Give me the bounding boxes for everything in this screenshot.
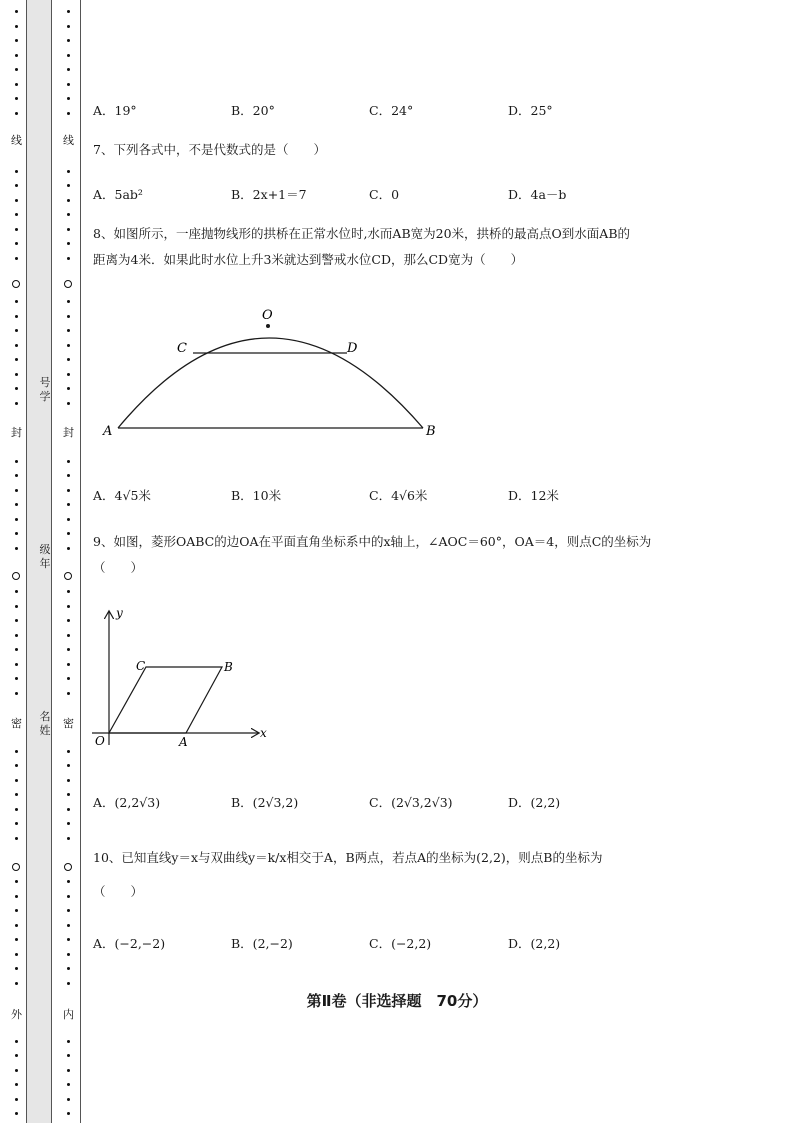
q10-stem-line2: （ ）: [93, 884, 144, 899]
label-o: O: [95, 734, 105, 748]
margin-dot: [67, 1112, 70, 1115]
margin-dot: [15, 54, 18, 57]
q8-option-c[interactable]: C．4√6米: [369, 488, 428, 503]
margin-dot: [67, 25, 70, 28]
margin-dot: [67, 199, 70, 202]
margin-dot: [15, 489, 18, 492]
outer-mark-xian: 线: [11, 134, 22, 147]
margin-dot: [67, 358, 70, 361]
margin-dot: [67, 547, 70, 550]
q8-arch-figure: [95, 300, 445, 445]
margin-dot: [67, 793, 70, 796]
margin-dot: [67, 590, 70, 593]
margin-dot: [67, 10, 70, 13]
q6-option-d[interactable]: D．25°: [508, 103, 553, 118]
margin-dot: [67, 242, 70, 245]
margin-dot: [67, 692, 70, 695]
margin-dot: [67, 1083, 70, 1086]
margin-dot: [15, 793, 18, 796]
inner-mark-feng: 封: [63, 426, 74, 439]
margin-dot: [15, 358, 18, 361]
margin-dot: [67, 184, 70, 187]
margin-dot: [15, 474, 18, 477]
margin-dot: [15, 953, 18, 956]
margin-dot: [15, 460, 18, 463]
margin-dot: [67, 344, 70, 347]
margin-dot: [15, 808, 18, 811]
margin-dot: [15, 1069, 18, 1072]
margin-dot: [15, 300, 18, 303]
margin-dot: [67, 967, 70, 970]
margin-right-rule: [80, 0, 81, 1123]
outer-circle-mark: [12, 280, 20, 288]
field-label-name: 名姓: [39, 710, 51, 737]
margin-dot: [67, 97, 70, 100]
margin-dot: [15, 213, 18, 216]
margin-dot: [15, 924, 18, 927]
margin-dot: [15, 938, 18, 941]
q9-rhombus-figure: [88, 600, 278, 750]
margin-dot: [15, 605, 18, 608]
margin-dot: [15, 967, 18, 970]
label-y: y: [116, 606, 123, 620]
margin-dot: [15, 170, 18, 173]
margin-dot: [67, 518, 70, 521]
margin-dot: [15, 1040, 18, 1043]
margin-dot: [15, 663, 18, 666]
q7-option-b[interactable]: B．2x+1＝7: [231, 187, 307, 202]
q8-stem-line1: 8、如图所示，一座抛物线形的拱桥在正常水位时,水而AB宽为20米，拱桥的最高点O到水面AB的: [93, 226, 631, 241]
inner-circle-mark: [64, 572, 72, 580]
margin-dot: [67, 779, 70, 782]
margin-dot: [67, 750, 70, 753]
outer-circle-mark: [12, 863, 20, 871]
label-c: C: [136, 659, 146, 673]
margin-dot: [67, 822, 70, 825]
q10-option-a[interactable]: A．(−2,−2): [93, 936, 166, 951]
q10-option-c[interactable]: C．(−2,2): [369, 936, 432, 951]
margin-dot: [15, 619, 18, 622]
margin-dot: [15, 503, 18, 506]
binding-margin: [0, 0, 82, 1123]
label-o: O: [262, 308, 273, 323]
margin-dot: [15, 880, 18, 883]
outer-circle-mark: [12, 572, 20, 580]
margin-dot: [15, 184, 18, 187]
margin-dot: [15, 648, 18, 651]
margin-dot: [15, 344, 18, 347]
margin-dot: [15, 750, 18, 753]
margin-dot: [15, 373, 18, 376]
q9-stem-line1: 9、如图，菱形OABC的边OA在平面直角坐标系中的x轴上，∠AOC＝60°，OA＝4，则点C的坐标为: [93, 534, 652, 549]
margin-dot: [15, 822, 18, 825]
q7-stem: 7、下列各式中，不是代数式的是（ ）: [93, 142, 326, 157]
margin-dot: [67, 170, 70, 173]
margin-dot: [67, 1069, 70, 1072]
label-b: B: [426, 424, 436, 439]
margin-dot: [67, 373, 70, 376]
margin-dot: [15, 547, 18, 550]
margin-dot: [15, 25, 18, 28]
margin-dot: [15, 1098, 18, 1101]
margin-dot: [67, 634, 70, 637]
q9-option-d[interactable]: D．(2,2): [508, 795, 561, 810]
margin-dot: [67, 909, 70, 912]
margin-dot: [67, 213, 70, 216]
margin-dot: [67, 677, 70, 680]
margin-dot: [67, 1098, 70, 1101]
outer-mark-mi: 密: [11, 717, 22, 730]
margin-dot: [15, 1083, 18, 1086]
q8-option-d[interactable]: D．12米: [508, 488, 559, 503]
margin-dot: [67, 83, 70, 86]
margin-dot: [67, 982, 70, 985]
margin-dot: [67, 953, 70, 956]
section-2-title: 第Ⅱ卷（非选择题 70分）: [306, 992, 488, 1010]
margin-dot: [67, 663, 70, 666]
q10-option-b[interactable]: B．(2,−2): [231, 936, 293, 951]
margin-dot: [67, 228, 70, 231]
margin-dot: [15, 692, 18, 695]
inner-mark-mi: 密: [63, 717, 74, 730]
q9-option-b[interactable]: B．(2√3,2): [231, 795, 299, 810]
margin-dot: [67, 460, 70, 463]
inner-mark-xian: 线: [63, 134, 74, 147]
outer-mark-feng: 封: [11, 426, 22, 439]
margin-dot: [67, 474, 70, 477]
margin-dot: [15, 97, 18, 100]
q9-stem-line2: （ ）: [93, 560, 144, 575]
margin-dot: [15, 387, 18, 390]
margin-dot: [67, 764, 70, 767]
q7-option-d[interactable]: D．4a－b: [508, 187, 567, 202]
margin-dot: [67, 938, 70, 941]
q9-option-c[interactable]: C．(2√3,2√3): [369, 795, 453, 810]
inner-circle-mark: [64, 863, 72, 871]
margin-dot: [15, 909, 18, 912]
label-d: D: [347, 341, 358, 356]
margin-dot: [67, 387, 70, 390]
q6-option-a[interactable]: A．19°: [93, 103, 137, 118]
margin-dot: [67, 619, 70, 622]
label-x: x: [260, 726, 267, 740]
margin-dot: [67, 924, 70, 927]
margin-dot: [67, 112, 70, 115]
q8-stem-line2: 距离为4米．如果此时水位上升3米就达到警戒水位CD，那么CD宽为（ ）: [93, 252, 524, 267]
margin-dot: [67, 503, 70, 506]
margin-dot: [67, 808, 70, 811]
margin-dot: [67, 68, 70, 71]
margin-dot: [67, 300, 70, 303]
margin-dot: [67, 880, 70, 883]
margin-dot: [15, 10, 18, 13]
margin-dot: [15, 83, 18, 86]
margin-dot: [67, 895, 70, 898]
margin-dot: [15, 532, 18, 535]
margin-dot: [15, 518, 18, 521]
margin-dot: [15, 895, 18, 898]
inner-circle-mark: [64, 280, 72, 288]
margin-dot: [15, 199, 18, 202]
margin-dot: [67, 489, 70, 492]
q7-option-a[interactable]: A．5ab²: [93, 187, 143, 202]
margin-dot: [67, 39, 70, 42]
margin-dot: [67, 605, 70, 608]
margin-dot: [15, 242, 18, 245]
margin-dot: [67, 402, 70, 405]
q6-option-c[interactable]: C．24°: [369, 103, 414, 118]
margin-dot: [15, 837, 18, 840]
margin-dot: [67, 315, 70, 318]
margin-dot: [15, 315, 18, 318]
margin-dot: [15, 1054, 18, 1057]
field-label-class: 级年: [39, 543, 51, 570]
margin-dot: [15, 779, 18, 782]
inner-mark-nei: 内: [63, 1008, 74, 1021]
margin-dot: [67, 837, 70, 840]
margin-dot: [67, 1054, 70, 1057]
outer-mark-wai: 外: [11, 1008, 22, 1021]
q9-option-a[interactable]: A．(2,2√3): [93, 795, 161, 810]
margin-dot: [67, 1040, 70, 1043]
q10-stem-line1: 10、已知直线y＝x与双曲线y＝k/x相交于A，B两点，若点A的坐标为(2,2)，则点B的坐标为: [93, 850, 603, 865]
label-c: C: [177, 341, 187, 356]
q6-option-b[interactable]: B．20°: [231, 103, 275, 118]
q8-option-a[interactable]: A．4√5米: [93, 488, 151, 503]
margin-dot: [15, 764, 18, 767]
margin-dot: [15, 257, 18, 260]
margin-dot: [15, 68, 18, 71]
margin-dot: [15, 228, 18, 231]
margin-dot: [67, 54, 70, 57]
margin-dot: [15, 39, 18, 42]
vertex-point-o: [266, 324, 270, 328]
margin-dot: [15, 329, 18, 332]
margin-dot: [15, 1112, 18, 1115]
margin-dot: [15, 112, 18, 115]
margin-dot: [67, 257, 70, 260]
q7-option-c[interactable]: C．0: [369, 187, 400, 202]
label-a: A: [179, 735, 188, 749]
rhombus-oabc: [109, 667, 222, 733]
margin-dot: [67, 532, 70, 535]
margin-dot: [67, 648, 70, 651]
margin-dot: [15, 402, 18, 405]
label-b: B: [224, 660, 233, 674]
margin-dot: [15, 677, 18, 680]
arch-parabola: [118, 338, 423, 428]
margin-dot: [15, 982, 18, 985]
field-label-student-number: 号学: [39, 376, 51, 403]
q10-option-d[interactable]: D．(2,2): [508, 936, 561, 951]
margin-dot: [15, 590, 18, 593]
q8-option-b[interactable]: B．10米: [231, 488, 282, 503]
margin-dot: [67, 329, 70, 332]
label-a: A: [103, 424, 113, 439]
margin-dot: [15, 634, 18, 637]
